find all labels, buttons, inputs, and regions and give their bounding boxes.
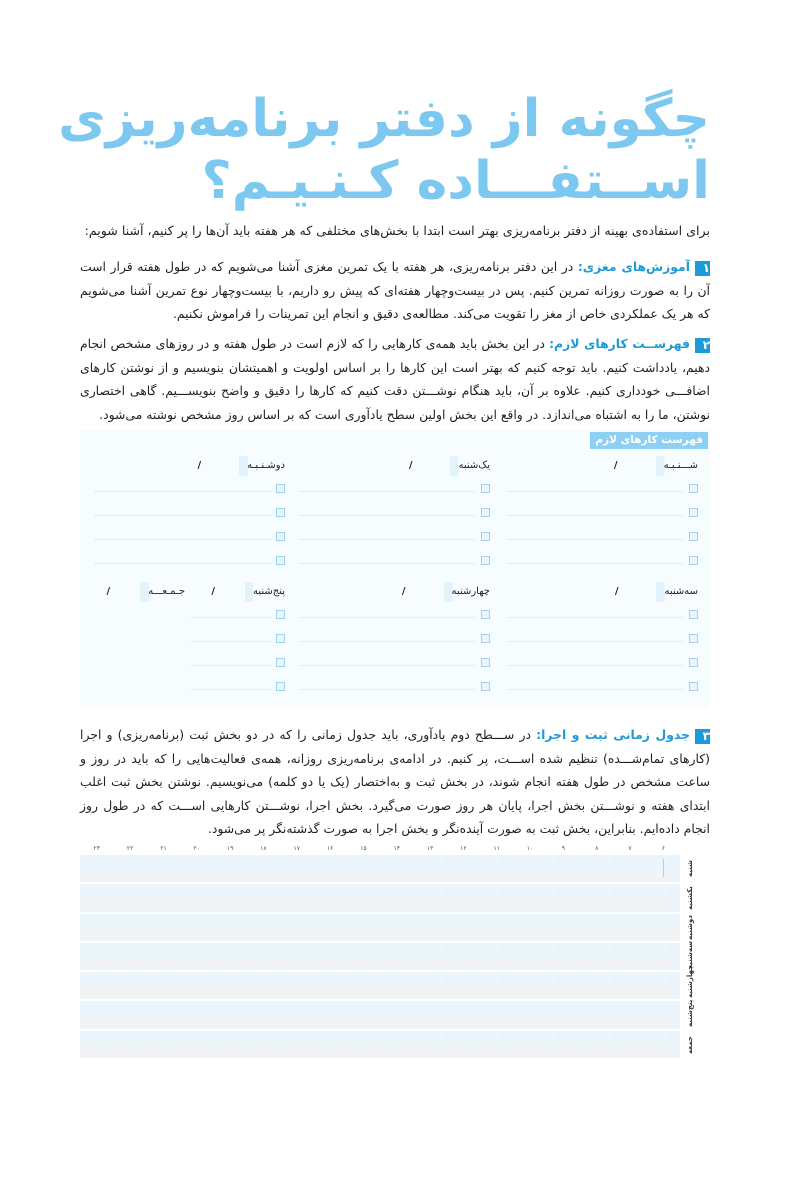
todo-day-header <box>508 582 698 602</box>
todo-task-line[interactable] <box>300 650 490 674</box>
checkbox-icon[interactable] <box>481 658 490 667</box>
schedule-day-row <box>80 1031 694 1058</box>
dotted-line <box>508 641 684 642</box>
todo-day-column <box>300 582 490 698</box>
todo-task-line[interactable] <box>300 548 490 572</box>
dotted-line <box>508 665 684 666</box>
hour-label: ۱۶ <box>326 845 334 852</box>
todo-task-line[interactable] <box>300 602 490 626</box>
dotted-line <box>95 539 271 540</box>
hour-label: ۱۴ <box>393 845 400 852</box>
section-schedule <box>80 723 710 841</box>
hour-label: ۱۲ <box>460 845 467 852</box>
todo-list-tag: فهرست کارهای لازم <box>590 432 708 449</box>
plan-subrow[interactable] <box>80 1031 680 1045</box>
checkbox-icon[interactable] <box>276 658 285 667</box>
schedule-day-row <box>80 914 694 941</box>
todo-task-line[interactable] <box>300 500 490 524</box>
dotted-line <box>300 641 476 642</box>
day-name: سه‌شنبه <box>656 582 698 602</box>
schedule-day-row <box>80 940 694 970</box>
todo-task-line[interactable] <box>95 548 285 572</box>
checkbox-icon[interactable] <box>481 682 490 691</box>
plan-subrow[interactable] <box>80 914 680 928</box>
dotted-line <box>300 539 476 540</box>
execution-subrow[interactable] <box>80 957 680 971</box>
checkbox-icon[interactable] <box>276 682 285 691</box>
schedule-grid <box>80 843 700 1059</box>
todo-task-line[interactable] <box>508 524 698 548</box>
todo-day-column <box>300 456 490 572</box>
schedule-day-label: پنج‌شنبه <box>686 1000 694 1028</box>
todo-task-line[interactable] <box>190 626 285 650</box>
hour-label: ۶ <box>661 845 665 852</box>
dotted-line <box>300 617 476 618</box>
execution-subrow[interactable] <box>80 927 680 941</box>
section-number-badge: ۲ <box>695 338 710 353</box>
day-name: جـمـعـــه <box>140 582 185 602</box>
checkbox-icon[interactable] <box>481 484 490 493</box>
section-heading: فهرســت کارهای لازم: <box>549 336 691 351</box>
section-heading: جدول زمانی ثبت و اجرا: <box>536 727 690 742</box>
checkbox-icon[interactable] <box>481 508 490 517</box>
todo-day-header <box>300 582 490 602</box>
checkbox-icon[interactable] <box>481 532 490 541</box>
todo-task-line[interactable] <box>300 476 490 500</box>
title-line-1: چگونه از دفتر برنامه‌ریزی <box>58 89 710 149</box>
page-title <box>58 88 710 212</box>
checkbox-icon[interactable] <box>276 532 285 541</box>
hour-label: ۹ <box>561 845 565 852</box>
dotted-line <box>508 539 684 540</box>
dotted-line <box>95 491 271 492</box>
todo-task-line[interactable] <box>508 500 698 524</box>
todo-day-column <box>95 582 185 602</box>
checkbox-icon[interactable] <box>689 484 698 493</box>
dotted-line <box>300 665 476 666</box>
dotted-line <box>300 563 476 564</box>
plan-subrow[interactable] <box>80 884 680 898</box>
dotted-line <box>190 641 271 642</box>
section-body: در این دفتر برنامه‌ریزی، هر هفته با یک تمرین مغزی آشنا می‌شویم که در طول هفته قرار است آن را به صورت روزانه تمرین کنیم. پس در بیست‌وچهار هفته‌ای که پیش رو داریم، با بیست‌وچهار نوع تمرین آشنا می‌شویم که هر یک عملکردی خاص از مغز را تقویت می‌کند. مطالعه‌ی دقیق و انجام این تمرینات را فراموش نکنیم. <box>80 259 710 321</box>
date-slash: / <box>613 460 618 471</box>
checkbox-icon[interactable] <box>276 610 285 619</box>
dotted-line <box>508 563 684 564</box>
todo-day-column <box>508 456 698 572</box>
todo-day-header <box>508 456 698 476</box>
section-number-badge: ۱ <box>695 261 710 276</box>
schedule-day-label: جمعه <box>686 1035 694 1054</box>
dotted-line <box>95 515 271 516</box>
hour-label: ۱۷ <box>293 845 300 852</box>
section-body: در ســـطح دوم یادآوری، باید جدول زمانی را که در دو بخش ثبت (برنامه‌ریزی) و اجرا (کارهای تمام‌شـــده) تنظیم شده اســـت، پر کنیم. در ادامه‌ی برنامه‌ریزی روزانه، همه‌ی فعالیت‌هایی را که باید در روز و ساعت مشخص در طول هفته انجام شوند، در بخش ثبت و به‌اختصار (یک یا دو کلمه) می‌نویسیم. نوشتن بخش ثبت اغلب ابتدای هفته و نوشـــتن بخش اجرا، پایان هر روز صورت می‌گیرد. بخش اجرا، نوشـــتن کارهایی اســـت که در طول روز انجام داده‌ایم. بنابراین، بخش ثبت به صورت آینده‌نگر و بخش اجرا به صورت گذشته‌نگر پر می‌شود. <box>80 727 710 836</box>
checkbox-icon[interactable] <box>276 556 285 565</box>
dotted-line <box>508 491 684 492</box>
dotted-line <box>300 491 476 492</box>
section-number-badge: ۳ <box>695 729 710 744</box>
todo-task-line[interactable] <box>300 626 490 650</box>
hour-label: ۸ <box>595 845 599 852</box>
dotted-line <box>95 563 271 564</box>
todo-day-header <box>190 582 285 602</box>
section-brain-training <box>80 255 710 326</box>
hour-label: ۱۰ <box>526 845 534 852</box>
schedule-day-label: سه‌شنبه <box>686 940 694 969</box>
plan-execute-marker-icon <box>663 859 674 877</box>
plan-subrow[interactable] <box>80 972 680 986</box>
dotted-line <box>508 689 684 690</box>
date-slash: / <box>401 586 406 597</box>
todo-task-line[interactable] <box>508 476 698 500</box>
checkbox-icon[interactable] <box>689 610 698 619</box>
dotted-line <box>190 617 271 618</box>
section-todo-list <box>80 332 710 426</box>
todo-task-line[interactable] <box>508 548 698 572</box>
plan-subrow[interactable] <box>80 943 680 957</box>
schedule-day-label: دوشنبه <box>686 914 694 940</box>
schedule-day-label: شنبه <box>686 860 694 878</box>
dotted-line <box>300 515 476 516</box>
schedule-day-row <box>80 965 694 999</box>
checkbox-icon[interactable] <box>481 556 490 565</box>
hour-label: ۱۱ <box>493 845 500 852</box>
date-slash: / <box>614 586 619 597</box>
checkbox-icon[interactable] <box>689 556 698 565</box>
todo-day-header <box>95 456 285 476</box>
todo-list-sample <box>80 430 710 708</box>
checkbox-icon[interactable] <box>481 634 490 643</box>
dotted-line <box>190 665 271 666</box>
section-body: در این بخش باید همه‌ی کارهایی را که لازم است در طول هفته و در روزهای مشخص انجام دهیم، یادداشت کنیم. باید توجه کنیم که بهتر است این کارها را بر اساس اولویت و اهمیتشان بنویسیم و از نوشتن کارهای اضافـــی خودداری کنیم. علاوه بر آن، باید هنگام نوشـــتن دقت کنیم که کارها را دقیق و واضح بنویســـیم. گاهی اختصاری نوشتن، ما را به اشتباه می‌اندازد. در واقع این بخش اولین سطح یادآوری است که بر اساس روز مشخص نوشته می‌شود. <box>80 336 710 422</box>
schedule-day-row <box>80 855 694 882</box>
plan-subrow[interactable] <box>80 1001 680 1015</box>
day-name: دوشـنـبـه <box>239 456 285 476</box>
hour-label: ۷ <box>628 845 632 852</box>
hour-header <box>80 843 680 855</box>
schedule-day-label: یکشنبه <box>686 886 694 911</box>
schedule-day-row <box>80 884 694 911</box>
todo-task-line[interactable] <box>508 626 698 650</box>
date-slash: / <box>211 586 215 597</box>
hour-label: ۱۸ <box>260 845 267 852</box>
dotted-line <box>508 515 684 516</box>
plan-subrow[interactable] <box>80 855 680 869</box>
execution-subrow[interactable] <box>80 1044 680 1058</box>
hour-label: ۱۵ <box>360 845 367 852</box>
checkbox-icon[interactable] <box>276 508 285 517</box>
dotted-line <box>508 617 684 618</box>
checkbox-icon[interactable] <box>689 508 698 517</box>
todo-task-line[interactable] <box>190 674 285 698</box>
hour-label: ۲۰ <box>193 845 200 852</box>
date-slash: / <box>106 586 111 597</box>
schedule-rows <box>80 855 694 1060</box>
checkbox-icon[interactable] <box>481 610 490 619</box>
dotted-line <box>300 689 476 690</box>
todo-task-line[interactable] <box>508 602 698 626</box>
checkbox-icon[interactable] <box>689 634 698 643</box>
schedule-day-label: چهارشنبه <box>686 965 694 999</box>
schedule-day-row <box>80 1000 694 1028</box>
todo-task-line[interactable] <box>300 524 490 548</box>
todo-task-line[interactable] <box>508 650 698 674</box>
day-name: یک‌شنبه <box>450 456 490 476</box>
todo-task-line[interactable] <box>190 650 285 674</box>
todo-day-column <box>508 582 698 698</box>
todo-day-column <box>190 582 285 698</box>
execution-subrow[interactable] <box>80 986 680 1000</box>
execution-subrow[interactable] <box>80 1015 680 1029</box>
hour-label: ۱۹ <box>226 845 234 852</box>
hour-label: ۱۳ <box>426 845 434 852</box>
todo-task-line[interactable] <box>190 602 285 626</box>
todo-task-line[interactable] <box>95 500 285 524</box>
checkbox-icon[interactable] <box>689 682 698 691</box>
checkbox-icon[interactable] <box>689 532 698 541</box>
todo-task-line[interactable] <box>300 674 490 698</box>
checkbox-icon[interactable] <box>276 484 285 493</box>
date-slash: / <box>197 460 202 471</box>
checkbox-icon[interactable] <box>276 634 285 643</box>
todo-task-line[interactable] <box>95 524 285 548</box>
section-heading: آموزش‌های مغزی: <box>577 259 690 274</box>
hour-label: ۲۱ <box>160 845 167 852</box>
checkbox-icon[interactable] <box>689 658 698 667</box>
execution-subrow[interactable] <box>80 869 680 883</box>
day-name: چهارشنبه <box>444 582 490 602</box>
todo-task-line[interactable] <box>508 674 698 698</box>
dotted-line <box>190 689 271 690</box>
hour-label: ۲۳ <box>93 845 100 852</box>
day-name: پنج‌شنبه <box>245 582 285 602</box>
todo-day-header <box>300 456 490 476</box>
intro-text: برای استفاده‌ی بهینه از دفتر برنامه‌ریزی بهتر است ابتدا با بخش‌های مختلفی که هر هفته باید آن‌ها را پر کنیم، آشنا شویم: <box>84 223 710 238</box>
todo-day-header <box>95 582 185 602</box>
todo-day-column <box>95 456 285 572</box>
date-slash: / <box>408 460 413 471</box>
todo-task-line[interactable] <box>95 476 285 500</box>
day-name: شـــنـبـه <box>656 456 698 476</box>
execution-subrow[interactable] <box>80 898 680 912</box>
hour-label: ۲۲ <box>126 845 134 852</box>
title-line-2: اســتفـــاده کـنـیـم؟ <box>201 151 710 211</box>
